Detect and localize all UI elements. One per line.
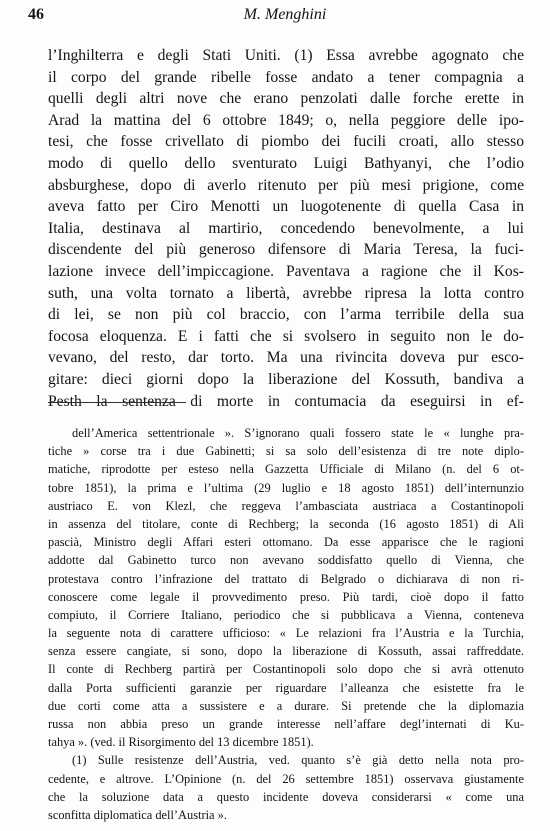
footnote-line: compiuto, il Corriere Italiano, periodico che si pubblicava a Vienna, conteneva: [48, 607, 524, 622]
body-line: Pesth la sentenza di morte in contumacia da eseguirsi in ef-: [48, 392, 524, 410]
body-line: focosa eloquenza. E i fatti che si svolsero in seguito non le do-: [48, 327, 524, 345]
main-text: [48, 45, 524, 412]
footnote-line: Il conte di Rechberg partirà per Costantinopoli solo dopo che si avrà ottenuto: [48, 662, 524, 677]
footnote-line: tahya ». (ved. il Risorgimento del 13 dicembre 1851).: [48, 735, 314, 750]
footnote-1-line: che la soluzione data a questo incidente doveva considerarsi « come una: [48, 789, 524, 804]
page-number: 46: [28, 6, 44, 23]
running-head: M. Menghini: [243, 6, 327, 23]
footnote-line: senza essere cangiate, si sono, dopo la liberazione di Kossuth, assai raffreddate.: [48, 644, 524, 659]
page-header: [28, 6, 504, 28]
footnote-line: protestava contro l’infrazione del trattato di Belgrado o dichiarava di non ri-: [48, 571, 524, 586]
body-line: suth, una volta tornato a libertà, avrebbe ripresa la lotta contro: [48, 284, 524, 302]
body-line: tesi, che fosse crivellato di piombo dei fucili croati, allo stesso: [48, 133, 524, 151]
footnote-line: russa non abbia preso un grande interesse nell’affare degl’internati di Ku-: [48, 717, 524, 731]
footnote-line: addotte dal Gabinetto turco non avevano soddisfatto quello di Vienna, che: [48, 553, 524, 568]
footnote-1-line: (1) Sulle resistenze dell’Austria, ved. quanto s’è già detto nella nota pro-: [72, 753, 524, 768]
body-line: il corpo del grande ribelle fosse andato a tener compagnia a: [48, 68, 524, 86]
body-line: l’Inghilterra e degli Stati Uniti. (1) Essa avrebbe agognato che: [48, 47, 524, 64]
footnote-line: austriaco E. von Klezl, che reggeva l’ambasciata austriaca a Costantinopoli: [48, 498, 524, 513]
body-line: gitare: dieci giorni dopo la liberazione del Kossuth, bandiva a: [48, 370, 524, 388]
footnote-line: due corti come atta a sussistere e a durare. Si pretende che la diplomazia: [48, 698, 524, 713]
body-line: aveva fatto per Ciro Menotti un luogotenente di quella Casa in: [48, 198, 524, 216]
body-line: di lei, se non più col braccio, con l’arma terribile della sua: [48, 306, 524, 324]
footnote-line: dalla Porta sufficienti garanzie per riguardare l’alleanza che esistette fra le: [48, 680, 524, 695]
body-line: quelli degli altri nove che erano penzolati dalle forche erette in: [48, 90, 524, 108]
body-line: vevano, del resto, dar torto. Ma una rivincita doveva pur esco-: [48, 349, 524, 367]
body-line: Arad la mattina del 6 ottobre 1849; o, nella peggiore delle ipo-: [48, 111, 524, 129]
footnote-line: pascià, Ministro degli Affari esteri ottomano. Da esse apparisce che le ragioni: [48, 535, 524, 550]
footnote-line: tobre 1851), la prima e l’ultima (29 luglio e 18 agosto 1851) dell’internunzio: [48, 480, 524, 495]
footnote-line: conoscere come legale il provvedimento preso. Più tardi, cioè dopo il fatto: [48, 589, 524, 604]
footnote-line: tiche » corse tra i due Gabinetti; si sa solo dell’esistenza di tre note diplo-: [48, 444, 524, 459]
body-line: discendente del più generoso difensore di Maria Teresa, la fuci-: [48, 241, 524, 259]
body-line: modo di quello dello sventurato Luigi Bathyanyi, che l’odio: [48, 154, 524, 172]
body-line: lazione invece dell’impiccagione. Paventava a ragione che il Kos-: [48, 262, 524, 280]
footnote-1-line: cedente, e altrove. L’Opinione (n. del 26 settembre 1851) osservava giustamente: [48, 771, 524, 786]
footnote-line: la seguente nota di carattere ufficioso: « Le relazioni fra l’Austria e la Turchia,: [48, 626, 524, 641]
body-line: absburghese, dopo di averlo ritenuto per più mesi prigione, come: [48, 176, 524, 194]
footnote-line: dell’America settentrionale ». S’ignorano quali fossero state le « lunghe pra-: [72, 426, 524, 440]
footnote-line: in assenza del titolare, conte di Rechberg; la seconda (16 agosto 1851) di Alì: [48, 516, 524, 531]
body-line: Italia, destinava al martirio, concedendo benevolmente, a lui: [48, 219, 524, 237]
footnote-separator: [48, 402, 186, 403]
footnote-1-line: sconfitta diplomatica dell’Austria ».: [48, 807, 227, 822]
footnote-line: matiche, riprodotte per esteso nella Gazzetta Ufficiale di Milano (n. del 6 ot-: [48, 462, 524, 477]
footnotes: [48, 424, 524, 824]
